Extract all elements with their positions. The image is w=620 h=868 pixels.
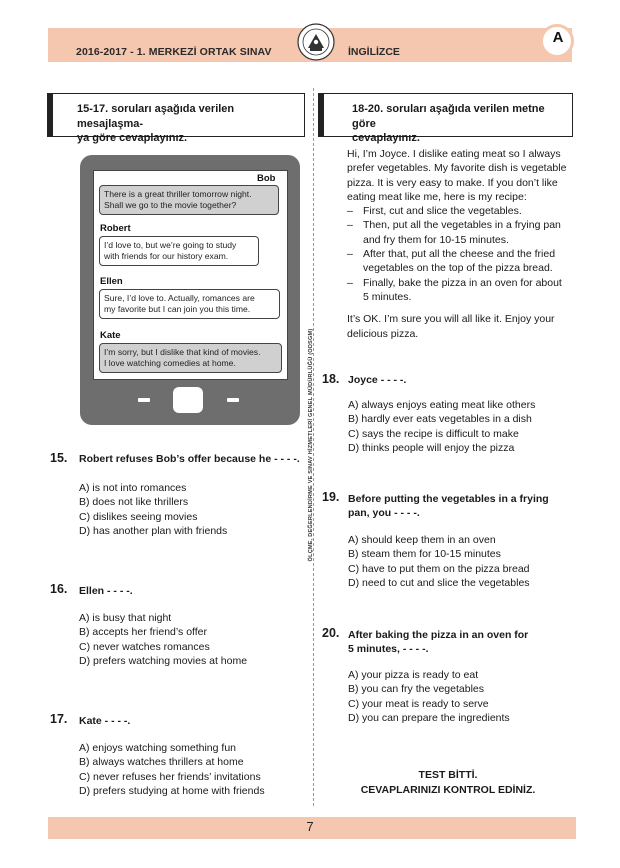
option-a[interactable]: A) enjoys watching something fun	[79, 742, 237, 754]
booklet-letter: A	[552, 29, 564, 46]
option-list	[348, 533, 530, 590]
home-button-icon	[173, 387, 203, 413]
dash-bullet: –	[347, 276, 353, 289]
chat-name-bob: Bob	[257, 173, 276, 184]
chat-name-ellen: Ellen	[100, 276, 123, 287]
instruction-line: cevaplayınız.	[352, 132, 420, 144]
question-number: 17.	[50, 712, 68, 726]
step-line: 5 minutes.	[363, 290, 412, 303]
subject-title: İNGİLİZCE	[348, 46, 400, 58]
reading-passage	[347, 147, 573, 341]
question-number: 19.	[322, 490, 340, 504]
bubble-line: my favorite but I can join you this time.	[104, 304, 251, 314]
option-a[interactable]: A) is not into romances	[79, 482, 187, 494]
recipe-step	[347, 204, 573, 218]
option-d[interactable]: D) has another plan with friends	[79, 524, 228, 537]
option-d[interactable]: D) you can prepare the ingredients	[348, 711, 510, 724]
dash-bullet: –	[347, 205, 353, 218]
step-line: vegetables on the top of the pizza bread.	[363, 262, 553, 275]
question-stem: Ellen - - - -.	[79, 585, 133, 597]
stem-line: Before putting the vegetables in a frying	[348, 493, 549, 505]
chat-bubble-bob	[99, 185, 279, 215]
option-c[interactable]: C) never refuses her friends’ invitations	[79, 770, 261, 783]
chat-name-kate: Kate	[100, 330, 121, 341]
option-d[interactable]: D) prefers watching movies at home	[79, 654, 248, 667]
bubble-line: with friends for our history exam.	[104, 251, 229, 261]
page-number: 7	[306, 819, 314, 834]
option-a[interactable]: A) your pizza is ready to eat	[348, 669, 479, 681]
chat-bubble-ellen	[99, 289, 280, 319]
ministry-seal-icon	[296, 22, 336, 62]
question-stem: Robert refuses Bob’s offer because he - - - -.	[79, 453, 300, 465]
chat-bubble-robert	[99, 236, 259, 266]
option-b[interactable]: B) does not like thrillers	[79, 496, 189, 509]
option-c[interactable]: C) your meat is ready to serve	[348, 697, 489, 710]
chat-name-robert: Robert	[100, 223, 131, 234]
nav-left-icon	[138, 398, 150, 402]
step-line: Finally, bake the pizza in an oven for about	[363, 276, 562, 289]
end-line: CEVAPLARINIZI KONTROL EDİNİZ.	[360, 784, 536, 796]
option-b[interactable]: B) steam them for 10-15 minutes	[348, 548, 501, 561]
bubble-line: I’m sorry, but I dislike that kind of movies.	[104, 347, 261, 357]
option-list	[79, 481, 227, 538]
passage-line: eating meat like me, here is my recipe:	[347, 190, 527, 203]
step-line: Then, put all the vegetables in a frying pan	[363, 219, 561, 232]
bubble-line: Sure, I’d love to. Actually, romances are	[104, 293, 255, 303]
instruction-line: ya göre cevaplayınız.	[77, 132, 188, 144]
step-line: and fry them for 10-15 minutes.	[363, 233, 509, 246]
recipe-step	[347, 218, 573, 247]
bubble-line: I love watching comedies at home.	[104, 358, 236, 368]
option-b[interactable]: B) you can fry the vegetables	[348, 683, 484, 696]
step-line: After that, put all the cheese and the fried	[363, 248, 556, 261]
dash-bullet: –	[347, 248, 353, 261]
option-b[interactable]: B) hardly ever eats vegetables in a dish	[348, 413, 532, 426]
option-list	[348, 398, 535, 455]
end-line: TEST BİTTİ.	[418, 769, 478, 781]
option-b[interactable]: B) accepts her friend’s offer	[79, 626, 208, 639]
dash-bullet: –	[347, 219, 353, 232]
option-d[interactable]: D) need to cut and slice the vegetables	[348, 576, 530, 589]
instruction-box-left	[47, 93, 305, 144]
question-number: 15.	[50, 451, 68, 465]
recipe-step	[347, 276, 573, 305]
option-a[interactable]: A) is busy that night	[79, 612, 172, 624]
question-number: 18.	[322, 372, 340, 386]
step-line: First, cut and slice the vegetables.	[363, 205, 522, 218]
passage-line: pizza. It is very easy to make. If you don’t like	[347, 176, 558, 189]
bubble-line: Shall we go to the movie together?	[104, 200, 237, 210]
question-stem: Joyce - - - -.	[348, 374, 407, 386]
passage-line: Hi, I’m Joyce. I dislike eating meat so I always	[347, 148, 561, 160]
question-stem	[348, 492, 549, 520]
nav-right-icon	[227, 398, 239, 402]
option-d[interactable]: D) thinks people will enjoy the pizza	[348, 441, 515, 454]
option-list	[79, 741, 265, 798]
side-text: ÖLÇME, DEĞERLENDİRME VE SINAV HİZMETLERİ GENEL MÜDÜRLÜĞÜ (ODSGM)	[308, 328, 314, 562]
question-number: 16.	[50, 582, 68, 596]
option-a[interactable]: A) should keep them in an oven	[348, 534, 496, 546]
test-end-note	[328, 768, 568, 798]
question-stem: Kate - - - -.	[79, 715, 131, 727]
question-stem	[348, 628, 528, 656]
option-d[interactable]: D) prefers studying at home with friends	[79, 784, 265, 797]
option-c[interactable]: C) have to put them on the pizza bread	[348, 562, 530, 575]
bubble-line: There is a great thriller tomorrow night.	[104, 189, 252, 199]
stem-line: 5 minutes, - - - -.	[348, 643, 429, 655]
passage-line: delicious pizza.	[347, 327, 419, 340]
option-c[interactable]: C) never watches romances	[79, 640, 210, 653]
option-b[interactable]: B) always watches thrillers at home	[79, 756, 244, 769]
instruction-line: 18-20. soruları aşağıda verilen metne göre	[352, 103, 545, 130]
option-list	[348, 668, 510, 725]
passage-line: prefer vegetables. My favorite dish is vegetable	[347, 162, 567, 175]
bubble-line: I’d love to, but we’re going to study	[104, 240, 237, 250]
instruction-line: 15-17. soruları aşağıda verilen mesajlaşma-	[77, 103, 235, 130]
option-list	[79, 611, 247, 668]
question-number: 20.	[322, 626, 340, 640]
stem-line: pan, you - - - -.	[348, 507, 420, 519]
option-a[interactable]: A) always enjoys eating meat like others	[348, 399, 536, 411]
passage-line: It’s OK. I’m sure you will all like it. Enjoy your	[347, 313, 555, 326]
exam-title: 2016-2017 - 1. MERKEZİ ORTAK SINAV	[76, 46, 272, 58]
instruction-box-right	[318, 93, 573, 144]
chat-bubble-kate	[99, 343, 282, 373]
option-c[interactable]: C) says the recipe is difficult to make	[348, 427, 519, 440]
option-c[interactable]: C) dislikes seeing movies	[79, 510, 198, 523]
stem-line: After baking the pizza in an oven for	[348, 629, 529, 641]
recipe-step	[347, 247, 573, 276]
